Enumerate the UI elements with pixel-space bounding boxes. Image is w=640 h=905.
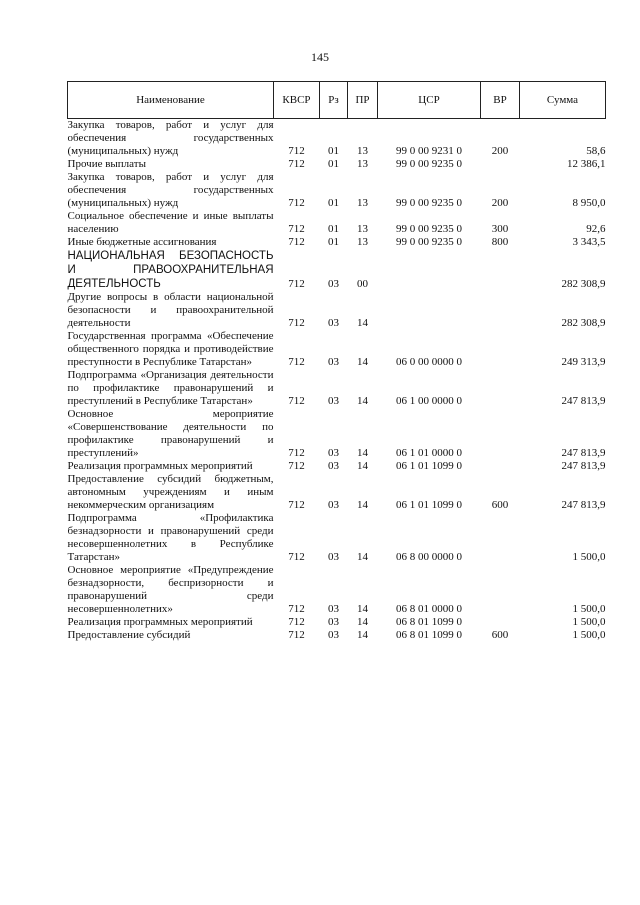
cell-kvsr: 712 [288, 356, 305, 368]
cell-name: Реализация программных мероприятий [67, 616, 253, 628]
cell-sum: 247 813,9 [561, 447, 606, 459]
table-row [68, 460, 606, 473]
cell-sum: 58,6 [586, 145, 606, 157]
cell-sum: 249 313,9 [561, 356, 606, 368]
cell-vr [481, 330, 520, 369]
cell-name: Предоставление субсидий бюджетным, автономным учреждениям и иным некоммерческим организациям [67, 473, 274, 511]
cell-name: Социальное обеспечение и иные выплаты населению [67, 210, 274, 235]
cell-sum: 1 500,0 [572, 551, 606, 563]
cell-csr: 06 8 01 1099 0 [396, 616, 462, 628]
table-row [68, 616, 606, 629]
cell-csr: 06 0 00 0000 0 [396, 356, 462, 368]
cell-pr: 13 [357, 236, 368, 248]
cell-pr: 00 [357, 278, 368, 290]
cell-name: Основное мероприятие «Совершенствование деятельности по профилактике правонарушений и преступлений» [67, 408, 274, 459]
cell-csr [378, 249, 481, 291]
column-header-kvsr: КВСР [274, 82, 320, 119]
cell-kvsr: 712 [288, 236, 305, 248]
cell-csr: 99 0 00 9235 0 [396, 236, 462, 248]
cell-name: Закупка товаров, работ и услуг для обеспечения государственных (муниципальных) нужд [67, 171, 274, 209]
cell-pr: 14 [357, 356, 368, 368]
cell-sum: 3 343,5 [572, 236, 606, 248]
cell-csr: 06 8 01 1099 0 [396, 629, 462, 641]
cell-csr: 99 0 00 9231 0 [396, 145, 462, 157]
cell-rz: 03 [328, 278, 339, 290]
cell-pr: 14 [357, 460, 368, 472]
cell-pr: 13 [357, 223, 368, 235]
budget-table [67, 81, 606, 642]
table-row [68, 236, 606, 249]
cell-rz: 03 [328, 499, 339, 511]
column-header-sum: Сумма [520, 82, 606, 119]
cell-vr [481, 369, 520, 408]
table-row [68, 473, 606, 512]
table-row [68, 249, 606, 291]
cell-sum: 12 386,1 [567, 158, 606, 170]
cell-sum: 8 950,0 [572, 197, 606, 209]
cell-kvsr: 712 [288, 603, 305, 615]
table-body [68, 119, 606, 643]
cell-pr: 14 [357, 616, 368, 628]
table-row [68, 330, 606, 369]
column-header-csr: ЦСР [378, 82, 481, 119]
cell-kvsr: 712 [288, 629, 305, 641]
cell-pr: 14 [357, 499, 368, 511]
cell-kvsr: 712 [288, 460, 305, 472]
cell-vr [481, 291, 520, 330]
table-row [68, 291, 606, 330]
table-row [68, 158, 606, 171]
cell-name: Государственная программа «Обеспечение общественного порядка и противодействие преступности в Республике Татарстан» [67, 330, 274, 368]
cell-kvsr: 712 [288, 317, 305, 329]
cell-vr [481, 460, 520, 473]
cell-kvsr: 712 [288, 145, 305, 157]
cell-pr: 13 [357, 158, 368, 170]
cell-rz: 03 [328, 551, 339, 563]
cell-sum: 1 500,0 [572, 616, 606, 628]
cell-rz: 03 [328, 603, 339, 615]
table-row [68, 629, 606, 642]
cell-csr: 06 8 00 0000 0 [396, 551, 462, 563]
cell-vr [481, 158, 520, 171]
cell-rz: 01 [328, 158, 339, 170]
cell-sum: 1 500,0 [572, 629, 606, 641]
cell-name: Прочие выплаты [67, 158, 146, 170]
cell-rz: 01 [328, 236, 339, 248]
cell-pr: 13 [357, 197, 368, 209]
cell-rz: 03 [328, 460, 339, 472]
table-row [68, 408, 606, 460]
cell-sum: 247 813,9 [561, 395, 606, 407]
table-header [68, 82, 606, 119]
cell-rz: 01 [328, 145, 339, 157]
cell-pr: 14 [357, 551, 368, 563]
cell-rz: 03 [328, 447, 339, 459]
cell-rz: 03 [328, 395, 339, 407]
cell-kvsr: 712 [288, 223, 305, 235]
cell-name: Основное мероприятие «Предупреждение безнадзорности, беспризорности и правонарушений среди несовершеннолетних» [67, 564, 274, 615]
cell-pr: 14 [357, 603, 368, 615]
cell-name: Другие вопросы в области национальной безопасности и правоохранительной деятельности [67, 291, 274, 329]
cell-pr: 14 [357, 317, 368, 329]
cell-sum: 1 500,0 [572, 603, 606, 615]
cell-csr: 99 0 00 9235 0 [396, 197, 462, 209]
cell-sum: 282 308,9 [561, 317, 606, 329]
cell-name: Предоставление субсидий [67, 629, 191, 641]
cell-vr [481, 564, 520, 616]
cell-pr: 14 [357, 447, 368, 459]
cell-csr: 99 0 00 9235 0 [396, 158, 462, 170]
cell-kvsr: 712 [288, 395, 305, 407]
cell-kvsr: 712 [288, 616, 305, 628]
column-header-name: Наименование [68, 82, 274, 119]
cell-kvsr: 712 [288, 447, 305, 459]
cell-csr: 06 1 01 0000 0 [396, 447, 462, 459]
column-header-rz: Рз [320, 82, 348, 119]
cell-kvsr: 712 [288, 158, 305, 170]
cell-sum: 92,6 [586, 223, 606, 235]
cell-kvsr: 712 [288, 551, 305, 563]
cell-vr [481, 512, 520, 564]
cell-name: Подпрограмма «Профилактика безнадзорности и правонарушений среди несовершеннолетних в Республике Татарстан» [67, 512, 274, 563]
cell-vr: 600 [491, 499, 509, 511]
cell-kvsr: 712 [288, 499, 305, 511]
cell-name: НАЦИОНАЛЬНАЯ БЕЗОПАСНОСТЬ И ПРАВООХРАНИТЕЛЬНАЯ ДЕЯТЕЛЬНОСТЬ [67, 250, 274, 290]
cell-csr: 99 0 00 9235 0 [396, 223, 462, 235]
cell-vr: 300 [491, 223, 509, 235]
cell-rz: 03 [328, 356, 339, 368]
cell-name: Закупка товаров, работ и услуг для обеспечения государственных (муниципальных) нужд [67, 119, 274, 157]
cell-vr: 800 [491, 236, 509, 248]
table-row [68, 210, 606, 236]
cell-sum: 282 308,9 [561, 278, 606, 290]
cell-name: Реализация программных мероприятий [67, 460, 253, 472]
cell-vr [481, 249, 520, 291]
cell-name: Подпрограмма «Организация деятельности по профилактике правонарушений и преступлений в Республике Татарстан» [67, 369, 274, 407]
cell-csr: 06 1 00 0000 0 [396, 395, 462, 407]
cell-vr [481, 408, 520, 460]
cell-rz: 01 [328, 197, 339, 209]
cell-rz: 03 [328, 317, 339, 329]
cell-kvsr: 712 [288, 197, 305, 209]
table-row [68, 119, 606, 159]
cell-name: Иные бюджетные ассигнования [67, 236, 217, 248]
table-row [68, 512, 606, 564]
column-header-vr: ВР [481, 82, 520, 119]
cell-rz: 03 [328, 616, 339, 628]
cell-vr [481, 616, 520, 629]
table-row [68, 369, 606, 408]
table-row [68, 171, 606, 210]
cell-csr: 06 8 01 0000 0 [396, 603, 462, 615]
cell-sum: 247 813,9 [561, 460, 606, 472]
cell-pr: 14 [357, 395, 368, 407]
cell-pr: 13 [357, 145, 368, 157]
cell-csr [378, 291, 481, 330]
cell-pr: 14 [357, 629, 368, 641]
column-header-pr: ПР [348, 82, 378, 119]
cell-rz: 03 [328, 629, 339, 641]
cell-rz: 01 [328, 223, 339, 235]
table-row [68, 564, 606, 616]
cell-kvsr: 712 [288, 278, 305, 290]
cell-sum: 247 813,9 [561, 499, 606, 511]
page-number: 145 [311, 50, 329, 64]
cell-vr: 600 [491, 629, 509, 641]
cell-vr: 200 [491, 197, 509, 209]
cell-vr: 200 [491, 145, 509, 157]
cell-csr: 06 1 01 1099 0 [396, 460, 462, 472]
cell-csr: 06 1 01 1099 0 [396, 499, 462, 511]
